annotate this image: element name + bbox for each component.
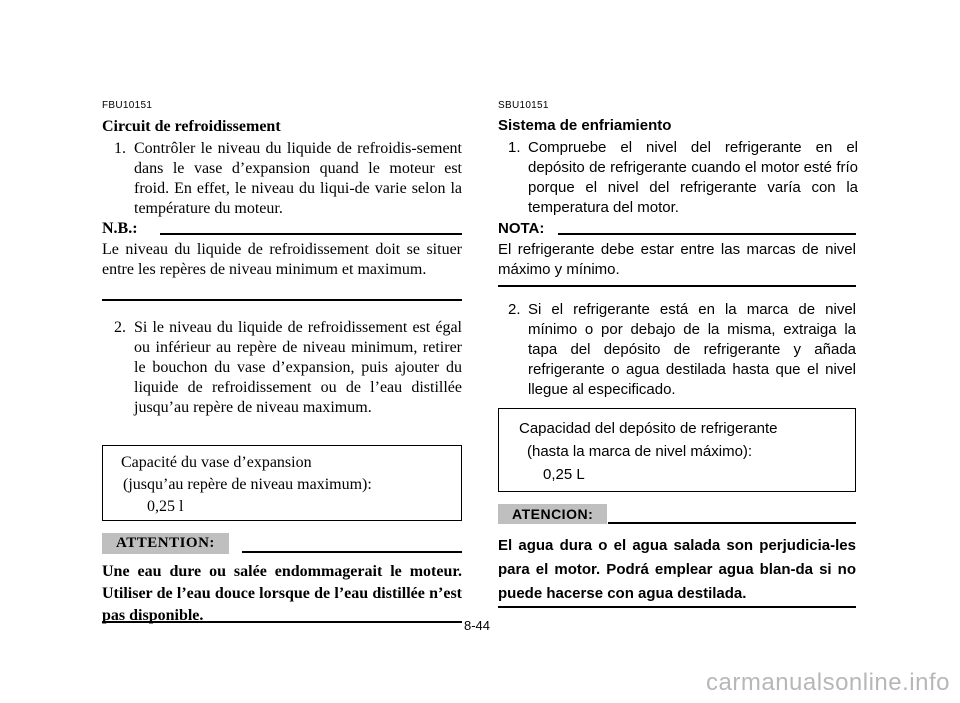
section-title: Sistema de enfriamiento xyxy=(498,117,672,134)
note-text: Le niveau du liquide de refroidissement doit se situer entre les repères de niveau minimum et maximum. xyxy=(102,241,462,278)
step-2 xyxy=(508,300,856,400)
warning-end-rule xyxy=(102,621,462,623)
step-2 xyxy=(114,318,462,418)
capacity-box xyxy=(498,408,856,492)
capacity-line-1: Capacidad del depósito de refrigerante xyxy=(519,420,778,437)
step-1 xyxy=(508,138,858,218)
warning-heading-rule xyxy=(242,551,462,553)
page-number: 8-44 xyxy=(464,618,491,633)
capacity-box xyxy=(102,445,462,521)
step-1-number: 1. xyxy=(114,140,126,157)
step-1-text: Compruebe el nivel del refrigerante en el depósito de refrigerante cuando el motor esté frío porque el nivel del refrigerante varía con la temperatura del motor. xyxy=(528,139,858,216)
step-1-number: 1. xyxy=(508,139,521,156)
note-heading: N.B.: xyxy=(102,220,138,237)
step-1 xyxy=(114,139,462,219)
step-2-number: 2. xyxy=(114,319,126,336)
step-2-text: Si le niveau du liquide de refroidissement est égal ou inférieur au repère de niveau minimum, retirer le bouchon du vase d’expansion, puis ajouter du liquide de refroidissement ou de l’eau distillée jusqu’au repère de niveau maximum. xyxy=(134,319,462,416)
section-code: SBU10151 xyxy=(498,100,549,111)
warning-end-rule xyxy=(498,606,856,608)
watermark: carmanualsonline.info xyxy=(706,669,950,696)
warning-label: ATTENTION: xyxy=(102,533,229,554)
capacity-line-2: (jusqu’au repère de niveau maximum): xyxy=(123,476,372,493)
capacity-value: 0,25 L xyxy=(543,466,585,483)
warning-text: Une eau dure ou salée endommagerait le moteur. Utiliser de l’eau douce lorsque de l’eau distillée n’est pas disponible. xyxy=(102,563,462,624)
note-heading: NOTA: xyxy=(498,220,545,237)
step-1-text: Contrôler le niveau du liquide de refroidis-sement dans le vase d’expansion quand le moteur est froid. En effet, le niveau du liqui-de varie selon la température du moteur. xyxy=(134,140,462,217)
note-heading-rule xyxy=(160,233,462,235)
note-end-rule xyxy=(498,285,856,287)
section-code: FBU10151 xyxy=(102,100,153,111)
warning-heading-rule xyxy=(608,522,856,524)
warning-text: El agua dura o el agua salada son perjudicia-les para el motor. Podrá emplear agua blan-da si no puede hacerse con agua destilada. xyxy=(498,537,856,602)
warning-label: ATENCION: xyxy=(498,504,607,524)
step-2-number: 2. xyxy=(508,301,521,318)
step-2-text: Si el refrigerante está en la marca de nivel mínimo o por debajo de la misma, extraiga la tapa del depósito de refrigerante y añada refrigerante o agua destilada hasta que el nivel llegue al especificado. xyxy=(528,301,856,398)
capacity-line-1: Capacité du vase d’expansion xyxy=(121,454,312,471)
section-title: Circuit de refroidissement xyxy=(102,118,281,135)
note-end-rule xyxy=(102,299,462,301)
note-text: El refrigerante debe estar entre las marcas de nivel máximo y mínimo. xyxy=(498,241,856,278)
capacity-value: 0,25 l xyxy=(147,498,184,515)
capacity-line-2: (hasta la marca de nivel máximo): xyxy=(527,443,753,460)
note-heading-rule xyxy=(558,233,856,235)
